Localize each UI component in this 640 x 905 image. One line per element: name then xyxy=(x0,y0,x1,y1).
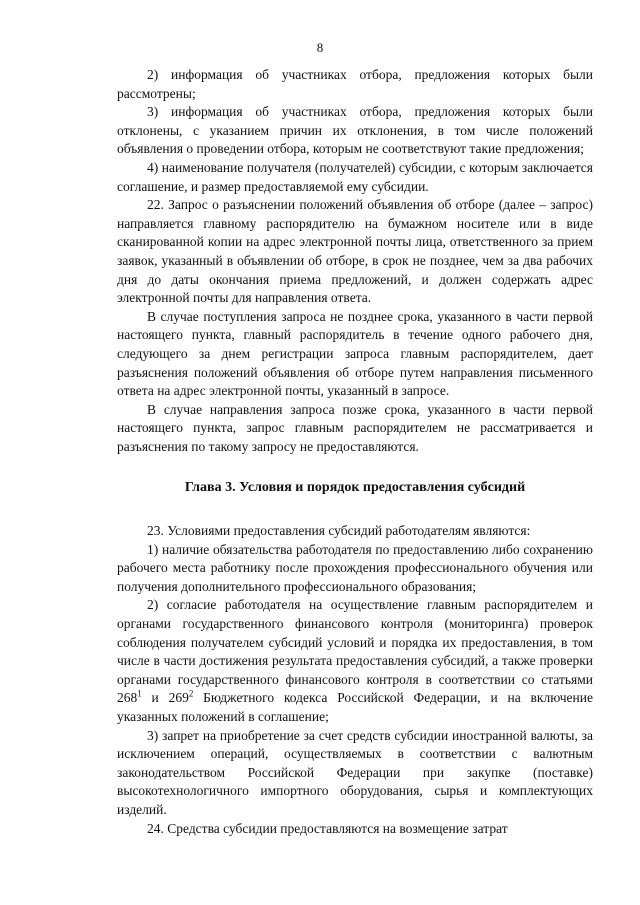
paragraph: В случае направления запроса позже срока, указанного в части первой настоящего пункта, запрос главным распорядителем не рассматривается и разъяснения по такому запросу не предоставляются. xyxy=(117,401,593,454)
paragraph: 23. Условиями предоставления субсидий работодателям являются: xyxy=(147,523,531,539)
paragraph-with-statute-references xyxy=(117,596,593,726)
paragraph: 2) информация об участниках отбора, предложения которых были рассмотрены; xyxy=(117,67,593,101)
paragraph: 24. Средства субсидии предоставляются на возмещение затрат xyxy=(147,820,508,836)
statute-text-before: 2) согласие работодателя на осуществление главным распорядителем и органами государственного финансового контроля (мониторинга) проверок соблюдения получателем субсидий условий и порядка их предоставления, в том числе в части достижения результата предоставления субсидий, а также проверки органами государственного финансового контроля в соответствии со статьями 268 xyxy=(117,597,593,706)
paragraph: В случае поступления запроса не позднее срока, указанного в части первой настоящего пункта, главный распорядитель в течение одного рабочего дня, следующего за днем регистрации запроса главным распорядителем, дает разъяснения положений объявления об отборе путем направления письменного ответа на адрес электронной почты, указанный в запросе. xyxy=(117,308,593,399)
paragraph: 1) наличие обязательства работодателя по предоставлению либо сохранению рабочего места работнику после прохождения профессионального обучения или получения дополнительного профессионального образования; xyxy=(117,541,593,594)
paragraph: 3) информация об участниках отбора, предложения которых были отклонены, с указанием причин их отклонения, в том числе положений объявления о проведении отбора, которым не соответствуют такие предложения; xyxy=(117,104,593,157)
chapter-heading: Глава 3. Условия и порядок предоставления субсидий xyxy=(184,480,526,496)
statute-text-middle: и 269 xyxy=(141,690,189,706)
paragraph: 3) запрет на приобретение за счет средств субсидии иностранной валюты, за исключением операций, осуществляемых в соответствии с валютным законодательством Российской Федерации при закупке (поставке) высокотехнологичного импортного оборудования, сырья и комплектующих изделий. xyxy=(117,727,593,817)
page-number: 8 xyxy=(316,40,324,55)
paragraph: 22. Запрос о разъяснении положений объявления об отборе (далее – запрос) направляется главному распорядителю на бумажном носителе или в виде сканированной копии на адрес электронной почты лица, ответственного за прием заявок, указанный в объявлении об отборе, в срок не позднее, чем за два рабочих дня до даты окончания приема предложений, и должен содержать адрес электронной почты для направления ответа. xyxy=(117,197,593,306)
paragraph: 4) наименование получателя (получателей) субсидии, с которым заключается соглашение, и размер предоставляемой ему субсидии. xyxy=(117,159,593,194)
document-body xyxy=(117,66,593,838)
superscript-2: 2 xyxy=(188,688,194,699)
superscript-1: 1 xyxy=(137,688,142,699)
statute-text-after: Бюджетного кодекса Российской Федерации, и на включение указанных положений в соглашение; xyxy=(117,690,593,724)
